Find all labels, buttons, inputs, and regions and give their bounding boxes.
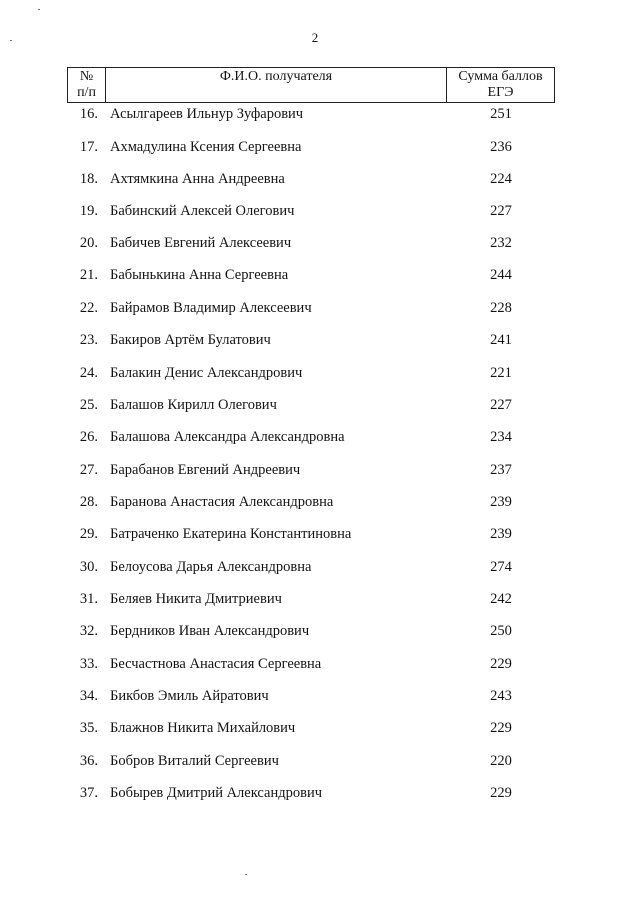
row-number: 36.: [79, 753, 98, 769]
recipient-name: Балашова Александра Александровна: [110, 429, 345, 445]
header-number-line2: п/п: [77, 85, 96, 100]
header-number-cell: [68, 68, 106, 102]
recipient-name: Балашов Кирилл Олегович: [110, 397, 277, 413]
recipient-name: Ахмадулина Ксения Сергеевна: [110, 139, 302, 155]
table-row: [67, 330, 555, 350]
recipient-name: Ахтямкина Анна Андреевна: [110, 171, 285, 187]
ege-score: 227: [490, 397, 512, 413]
recipient-name: Бабичев Евгений Алексеевич: [110, 235, 292, 251]
ege-score: 229: [490, 656, 512, 672]
table-row: [67, 524, 555, 544]
header-number-line1: №: [79, 69, 94, 84]
recipient-name: Бесчастнова Анастасия Сергеевна: [110, 656, 322, 672]
row-number: 25.: [79, 397, 98, 413]
ege-score: 239: [490, 526, 512, 542]
row-number: 35.: [79, 720, 98, 736]
ege-score: 221: [490, 365, 512, 381]
ege-score: 244: [490, 267, 512, 283]
row-number: 28.: [79, 494, 98, 510]
ege-score: 234: [490, 429, 512, 445]
header-name: Ф.И.О. получателя: [219, 69, 333, 84]
table-row: [67, 265, 555, 285]
table-row: [67, 201, 555, 221]
table-row: [67, 104, 555, 124]
row-number: 33.: [79, 656, 98, 672]
ege-score: 237: [490, 462, 512, 478]
row-number: 34.: [79, 688, 98, 704]
table-row: [67, 751, 555, 771]
recipient-name: Байрамов Владимир Алексеевич: [110, 300, 312, 316]
table-row: [67, 298, 555, 318]
ege-score: 251: [490, 106, 512, 122]
header-score-line1: Сумма баллов: [458, 69, 543, 84]
ege-score: 227: [490, 203, 512, 219]
row-number: 21.: [79, 267, 98, 283]
table-row: [67, 492, 555, 512]
table-row: [67, 137, 555, 157]
table-row: [67, 783, 555, 803]
recipient-name: Баранова Анастасия Александровна: [110, 494, 334, 510]
row-number: 24.: [79, 365, 98, 381]
recipient-name: Бобров Виталий Сергеевич: [110, 753, 279, 769]
row-number: 27.: [79, 462, 98, 478]
header-score-line2: ЕГЭ: [487, 85, 514, 100]
table-row: [67, 686, 555, 706]
row-number: 37.: [79, 785, 98, 801]
recipient-name: Бикбов Эмиль Айратович: [110, 688, 269, 704]
ege-score: 239: [490, 494, 512, 510]
row-number: 32.: [79, 623, 98, 639]
table-row: [67, 718, 555, 738]
row-number: 26.: [79, 429, 98, 445]
ege-score: 243: [490, 688, 512, 704]
recipient-name: Барабанов Евгений Андреевич: [110, 462, 301, 478]
row-number: 16.: [79, 106, 98, 122]
ege-score: 250: [490, 623, 512, 639]
table-header: [67, 67, 555, 103]
row-number: 30.: [79, 559, 98, 575]
row-number: 18.: [79, 171, 98, 187]
recipient-name: Бабынькина Анна Сергеевна: [110, 267, 289, 283]
scan-speck: [38, 9, 40, 10]
header-name-cell: [106, 68, 447, 102]
table-row: [67, 363, 555, 383]
recipient-name: Бакиров Артём Булатович: [110, 332, 271, 348]
ege-score: 274: [490, 559, 512, 575]
recipient-name: Асылгареев Ильнур Зуфарович: [110, 106, 304, 122]
ege-score: 236: [490, 139, 512, 155]
ege-score: 228: [490, 300, 512, 316]
recipient-name: Бобырев Дмитрий Александрович: [110, 785, 322, 801]
ege-score: 242: [490, 591, 512, 607]
row-number: 22.: [79, 300, 98, 316]
table-row: [67, 460, 555, 480]
ege-score: 224: [490, 171, 512, 187]
table-row: [67, 621, 555, 641]
recipient-name: Беляев Никита Дмитриевич: [110, 591, 282, 607]
ege-score: 232: [490, 235, 512, 251]
table-row: [67, 169, 555, 189]
row-number: 31.: [79, 591, 98, 607]
scan-speck: [245, 874, 247, 875]
table-row: [67, 589, 555, 609]
row-number: 17.: [79, 139, 98, 155]
ege-score: 229: [490, 720, 512, 736]
ege-score: 241: [490, 332, 512, 348]
recipient-name: Белоусова Дарья Александровна: [110, 559, 312, 575]
recipient-name: Блажнов Никита Михайлович: [110, 720, 296, 736]
page-number: 2: [311, 30, 319, 45]
recipient-name: Бабинский Алексей Олегович: [110, 203, 295, 219]
recipient-name: Бердников Иван Александрович: [110, 623, 310, 639]
recipient-name: Батраченко Екатерина Константиновна: [110, 526, 352, 542]
table-row: [67, 395, 555, 415]
table-row: [67, 427, 555, 447]
ege-score: 220: [490, 753, 512, 769]
row-number: 19.: [79, 203, 98, 219]
header-score-cell: [447, 68, 554, 102]
row-number: 20.: [79, 235, 98, 251]
row-number: 23.: [79, 332, 98, 348]
row-number: 29.: [79, 526, 98, 542]
table-row: [67, 557, 555, 577]
ege-score: 229: [490, 785, 512, 801]
table-row: [67, 233, 555, 253]
recipient-name: Балакин Денис Александрович: [110, 365, 303, 381]
table-row: [67, 654, 555, 674]
